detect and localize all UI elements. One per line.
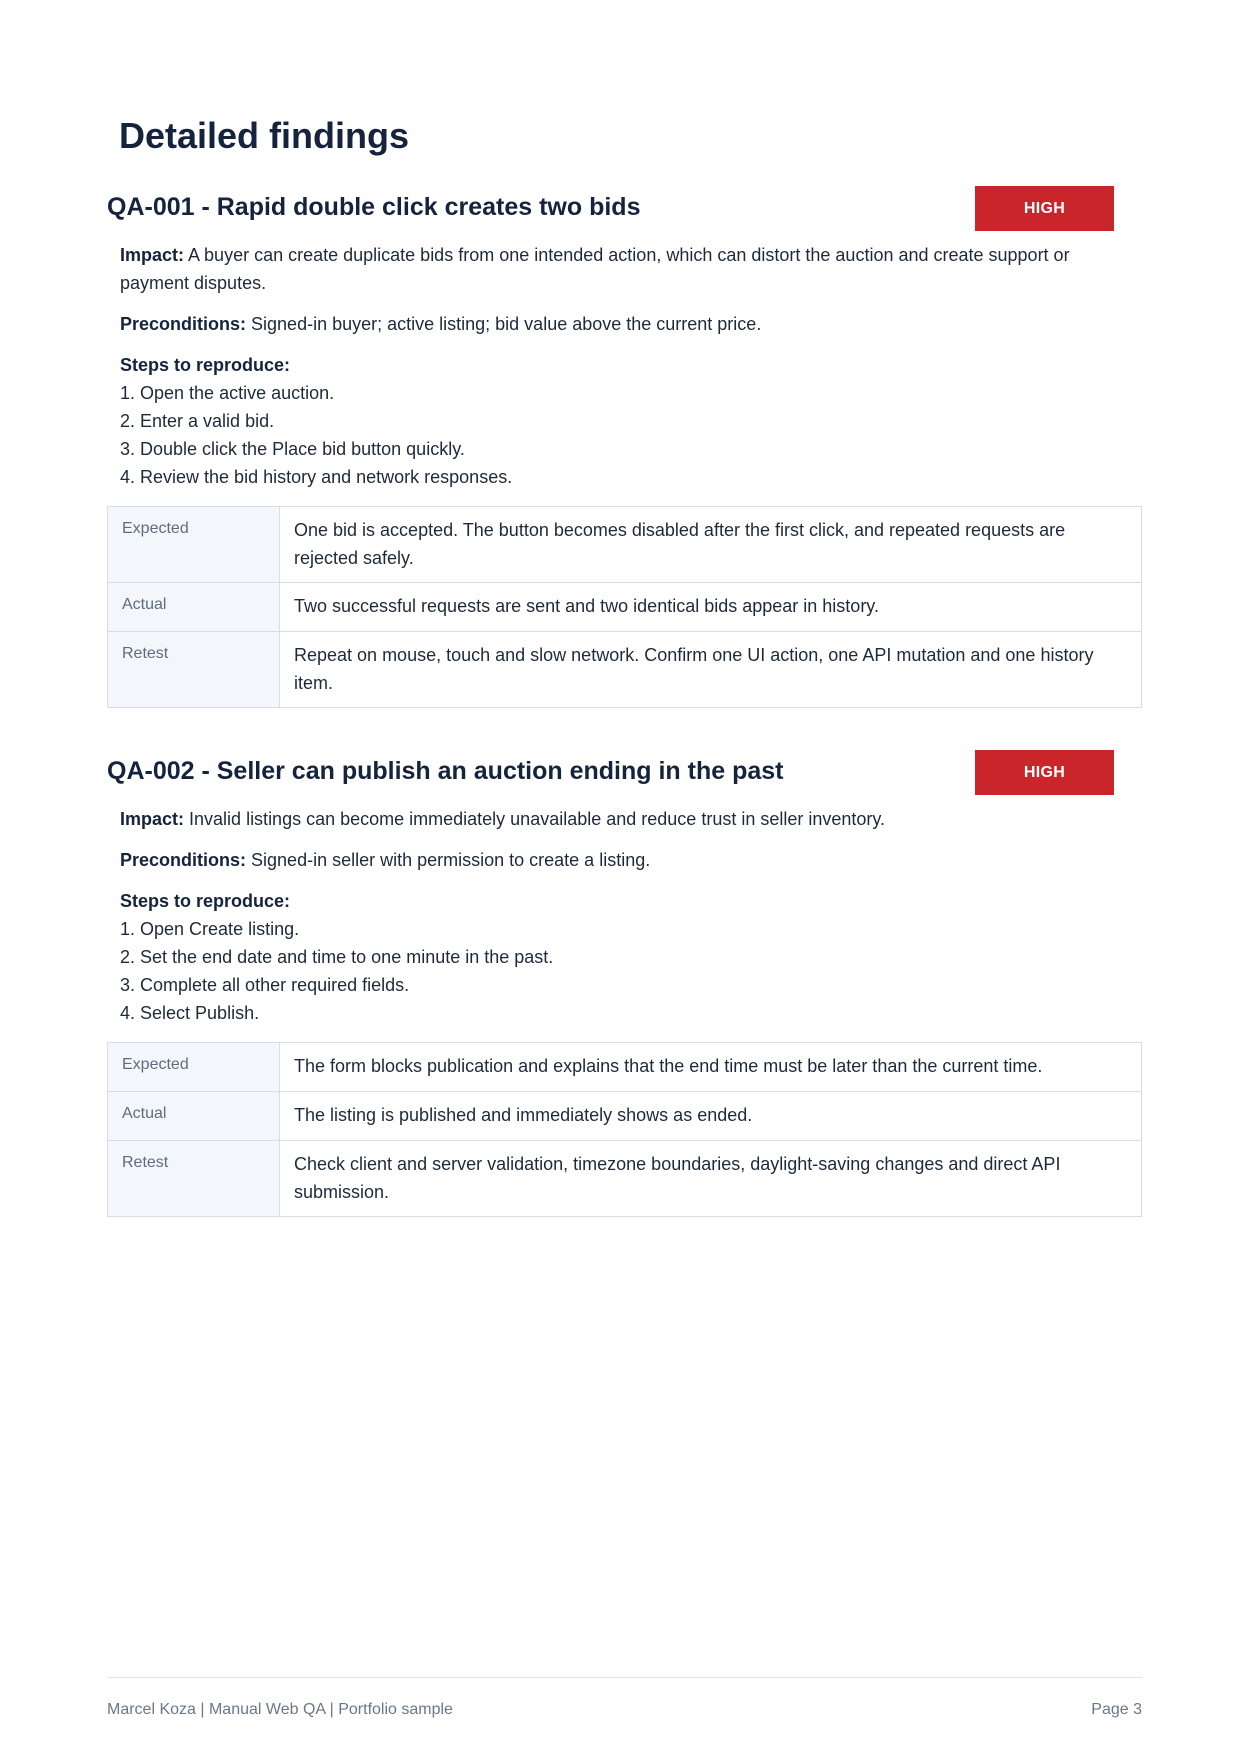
finding-header [107, 186, 1142, 231]
row-value: One bid is accepted. The button becomes disabled after the first click, and repeated requests are rejected safely. [280, 507, 1142, 583]
impact-label: Impact: [120, 809, 185, 829]
finding-body [107, 805, 1142, 1027]
table-row [108, 632, 1142, 708]
step-item: 3. Complete all other required fields. [120, 975, 410, 995]
step-item: 4. Select Publish. [120, 1003, 260, 1023]
severity-badge: HIGH [975, 186, 1114, 231]
preconditions-text: Signed-in buyer; active listing; bid value above the current price. [251, 314, 762, 334]
page-number: Page 3 [1091, 1701, 1142, 1718]
steps-label: Steps to reproduce: [120, 355, 291, 375]
row-value: Check client and server validation, timezone boundaries, daylight-saving changes and direct API submission. [280, 1141, 1142, 1217]
steps-list [120, 915, 1129, 1027]
preconditions-paragraph [120, 846, 1129, 874]
severity-badge: HIGH [975, 750, 1114, 795]
impact-paragraph [120, 241, 1129, 297]
results-table [107, 506, 1142, 708]
table-row [108, 1141, 1142, 1217]
table-row [108, 583, 1142, 632]
row-label: Retest [108, 1141, 280, 1217]
table-row [108, 1092, 1142, 1141]
row-value: Repeat on mouse, touch and slow network. Confirm one UI action, one API mutation and one history item. [280, 632, 1142, 708]
finding-qa-001 [107, 186, 1142, 708]
footer-author: Marcel Koza | Manual Web QA | Portfolio sample [107, 1701, 453, 1718]
results-table [107, 1042, 1142, 1217]
preconditions-label: Preconditions: [120, 850, 247, 870]
step-item: 3. Double click the Place bid button quickly. [120, 439, 465, 459]
finding-header [107, 750, 1142, 795]
table-row [108, 1043, 1142, 1092]
steps-list [120, 379, 1129, 491]
preconditions-text: Signed-in seller with permission to create a listing. [251, 850, 651, 870]
row-value: Two successful requests are sent and two identical bids appear in history. [280, 583, 1142, 632]
row-label: Expected [108, 1043, 280, 1092]
step-item: 1. Open Create listing. [120, 919, 300, 939]
page-footer [107, 1677, 1142, 1738]
row-value: The listing is published and immediately shows as ended. [280, 1092, 1142, 1141]
row-label: Actual [108, 583, 280, 632]
impact-text: Invalid listings can become immediately unavailable and reduce trust in seller inventory. [189, 809, 886, 829]
page-title: Detailed findings [119, 115, 410, 156]
row-value: The form blocks publication and explains that the end time must be later than the current time. [280, 1043, 1142, 1092]
table-row [108, 507, 1142, 583]
impact-text: A buyer can create duplicate bids from one intended action, which can distort the auction and create support or payment disputes. [120, 245, 1070, 293]
preconditions-paragraph [120, 310, 1129, 338]
finding-title: QA-001 - Rapid double click creates two bids [107, 193, 641, 221]
step-item: 4. Review the bid history and network responses. [120, 467, 513, 487]
step-item: 2. Set the end date and time to one minute in the past. [120, 947, 554, 967]
finding-qa-002 [107, 750, 1142, 1217]
step-item: 1. Open the active auction. [120, 383, 335, 403]
steps-label: Steps to reproduce: [120, 891, 291, 911]
impact-label: Impact: [120, 245, 185, 265]
impact-paragraph [120, 805, 1129, 833]
row-label: Expected [108, 507, 280, 583]
finding-title: QA-002 - Seller can publish an auction ending in the past [107, 757, 784, 785]
preconditions-label: Preconditions: [120, 314, 247, 334]
row-label: Retest [108, 632, 280, 708]
row-label: Actual [108, 1092, 280, 1141]
finding-body [107, 241, 1142, 491]
step-item: 2. Enter a valid bid. [120, 411, 275, 431]
